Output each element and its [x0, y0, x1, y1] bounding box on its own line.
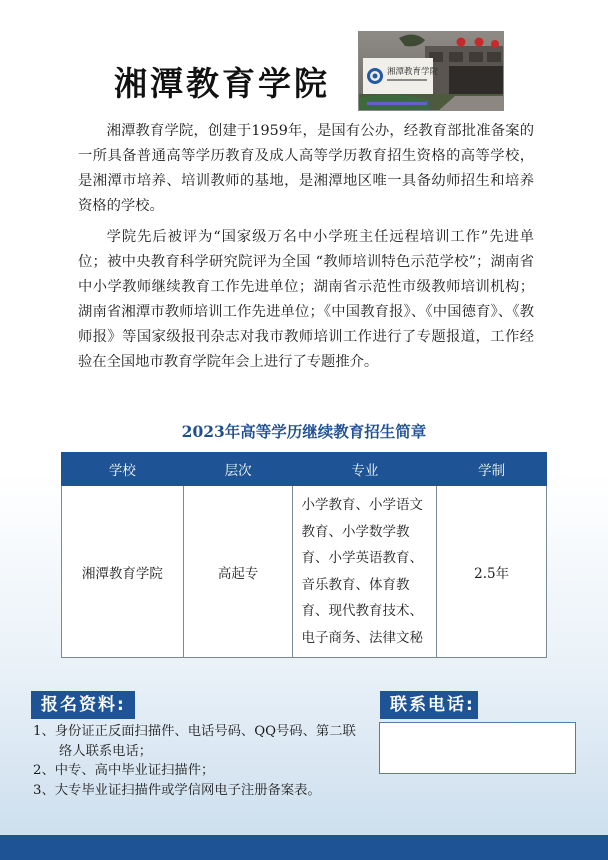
campus-photo-image [359, 32, 504, 111]
list-item: 2、中专、高中毕业证扫描件； [33, 763, 215, 778]
registration-list [33, 722, 363, 800]
photo-sign-text: 湘潭教育学院 [387, 67, 439, 77]
table-row [62, 486, 547, 658]
table-header-row [62, 453, 547, 486]
column-header-school: 学校 [62, 453, 184, 486]
cell-duration: 2.5年 [437, 486, 547, 658]
table-title: 2023年高等学历继续教育招生简章 [181, 422, 427, 441]
cell-school: 湘潭教育学院 [62, 486, 184, 658]
intro-section [78, 119, 534, 381]
bottom-bar [0, 835, 608, 860]
program-table [61, 452, 547, 658]
page-title: 湘潭教育学院 [114, 64, 330, 103]
contact-phone-box [379, 722, 576, 774]
column-header-duration: 学制 [437, 453, 547, 486]
cell-majors: 小学教育、小学语文教育、小学数学教育、小学英语教育、音乐教育、体育教育、现代教育技术、电子商务、法律文秘 [293, 486, 437, 658]
list-item: 3、大专毕业证扫描件或学信网电子注册备案表。 [33, 782, 321, 798]
registration-label: 报名资料: [31, 691, 135, 719]
intro-paragraph: 湘潭教育学院，创建于1959年，是国有公办，经教育部批准备案的一所具备普通高等学历教育及成人高等学历教育招生资格的高等学校，是湘潭市培养、培训教师的基地，是湘潭地区唯一具备幼师招生和培养资格的学校。 [78, 123, 534, 214]
column-header-major: 专业 [293, 453, 437, 486]
intro-paragraph: 学院先后被评为“国家级万名中小学班主任远程培训工作”先进单位；被中央教育科学研究院评为全国 “教师培训特色示范学校”；湖南省中小学教师继续教育工作先进单位；湖南省示范性市级教师培训机构；湖南省湘潭市教师培训工作先进单位；《中国教育报》、《中国德育》、《教师报》等国家级报刊杂志对我市教师培训工作进行了专题报道，工作经验在全国地市教育学院年会上进行了专题推介。 [78, 229, 534, 370]
cell-level: 高起专 [183, 486, 293, 658]
contact-label: 联系电话: [380, 691, 478, 719]
column-header-level: 层次 [183, 453, 293, 486]
list-item: 1、身份证正反面扫描件、电话号码、QQ号码、第二联络人联系电话； [33, 724, 356, 759]
campus-photo [358, 31, 504, 111]
